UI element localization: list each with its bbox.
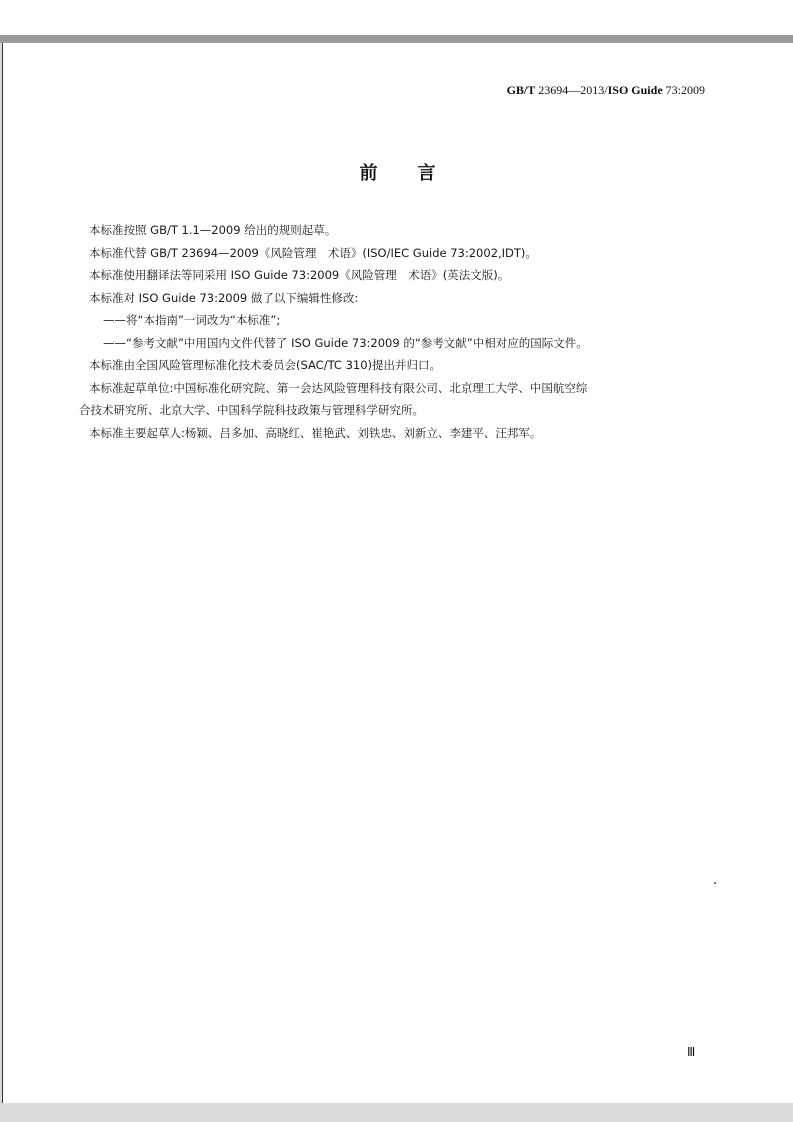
stray-mark: [714, 882, 716, 884]
standard-code-prefix: GB/T: [506, 83, 536, 97]
standard-code: [507, 83, 705, 98]
page-number: Ⅲ: [687, 1045, 696, 1059]
standard-code-year: 73:2009: [662, 83, 705, 97]
paragraph-drafting-rules: 本标准按照 GB/T 1.1—2009 给出的规则起草。: [89, 223, 337, 237]
paragraph-drafting-units-cont: 合技术研究所、北京大学、中国科学院科技政策与管理科学研究所。: [79, 403, 424, 417]
title-char-1: 前: [359, 163, 380, 184]
title-char-2: 言: [417, 163, 438, 184]
paragraph-drafting-units: 本标准起草单位:中国标准化研究院、第一会达风险管理科技有限公司、北京理工大学、中国航空综: [89, 380, 588, 395]
standard-code-iso: ISO Guide: [607, 83, 663, 97]
page-title: [3, 159, 793, 185]
list-item-edit-1: ——将“本指南”一词改为“本标准”;: [103, 313, 281, 327]
paragraph-adoption: 本标准使用翻译法等同采用 ISO Guide 73:2009《风险管理 术语》(英法文版)。: [89, 268, 510, 282]
foreword-body: [3, 219, 723, 444]
paragraph-replaces: 本标准代替 GB/T 23694—2009《风险管理 术语》(ISO/IEC Guide 73:2002,IDT)。: [89, 245, 537, 260]
viewer-bottom-strip: [0, 1103, 793, 1122]
paragraph-drafters: 本标准主要起草人:杨颖、吕多加、高晓红、崔艳武、刘铁忠、刘新立、李建平、汪邦军。: [89, 425, 542, 440]
viewer-top-border: [0, 35, 793, 43]
document-page: [2, 43, 793, 1103]
standard-code-number: 23694—2013/: [535, 83, 608, 97]
paragraph-proposed-by: 本标准由全国风险管理标准化技术委员会(SAC/TC 310)提出并归口。: [89, 358, 442, 372]
list-item-edit-2: ——“参考文献”中用国内文件代替了 ISO Guide 73:2009 的“参考文献”中相对应的国际文件。: [103, 335, 588, 350]
viewer-top-bar: [0, 0, 793, 35]
paragraph-edits-intro: 本标准对 ISO Guide 73:2009 做了以下编辑性修改:: [89, 290, 359, 305]
